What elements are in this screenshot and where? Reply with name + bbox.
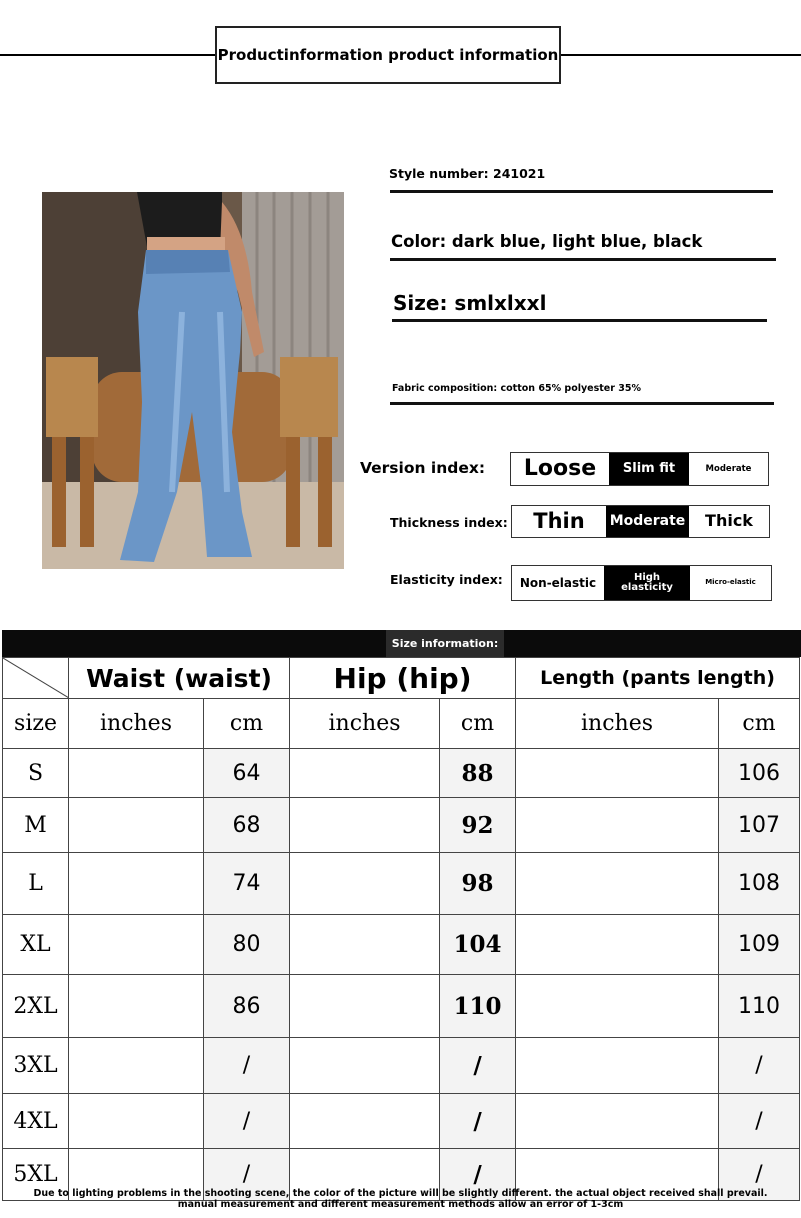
length-header: Length (pants length) <box>516 658 800 699</box>
waist-cm-cell: 74 <box>204 853 290 915</box>
hip-inches-header: inches <box>290 699 440 749</box>
waist-cm-cell: 86 <box>204 975 290 1038</box>
elasticity-index-label: Elasticity index: <box>390 572 503 587</box>
size-cell: S <box>3 749 69 798</box>
waist-inches-cell <box>69 975 204 1038</box>
disclaimer-line-1: Due to lighting problems in the shooting scene, the color of the picture will be slightly different. the actual object received shall prevail. <box>33 1188 768 1199</box>
table-row <box>3 1038 800 1094</box>
waist-inches-cell <box>69 915 204 975</box>
thickness-option-thin: Thin <box>533 509 585 534</box>
hip-cm-cell: / <box>440 1094 516 1149</box>
waist-cm-cell: 80 <box>204 915 290 975</box>
length-cm-cell: 106 <box>719 749 800 798</box>
length-inches-cell <box>516 798 719 853</box>
hip-cm-cell: 104 <box>440 915 516 975</box>
waist-cm-cell: 64 <box>204 749 290 798</box>
waist-inches-header: inches <box>69 699 204 749</box>
length-inches-cell <box>516 975 719 1038</box>
hip-inches-cell <box>290 798 440 853</box>
elasticity-option-non-elastic: Non-elastic <box>519 575 597 590</box>
product-photo <box>42 192 344 569</box>
version-option-loose: Loose <box>523 456 597 482</box>
waist-inches-cell <box>69 749 204 798</box>
hip-inches-cell <box>290 975 440 1038</box>
hip-inches-cell <box>290 1038 440 1094</box>
length-cm-cell: / <box>719 1038 800 1094</box>
table-row <box>3 975 800 1038</box>
table-row <box>3 853 800 915</box>
version-index-scale <box>510 452 769 486</box>
length-inches-cell <box>516 915 719 975</box>
waist-inches-cell <box>69 1094 204 1149</box>
thickness-option-moderate: Moderate <box>606 506 689 537</box>
elasticity-index-scale <box>511 565 772 601</box>
hip-header: Hip (hip) <box>290 658 516 699</box>
length-inches-cell <box>516 1038 719 1094</box>
hip-cm-cell: / <box>440 1038 516 1094</box>
waist-inches-cell <box>69 798 204 853</box>
table-row <box>3 749 800 798</box>
size-rule <box>392 319 767 322</box>
style-number-rule <box>390 190 773 193</box>
table-row <box>3 1094 800 1149</box>
thickness-index-label: Thickness index: <box>390 515 508 530</box>
hip-cm-cell: 110 <box>440 975 516 1038</box>
thickness-option-thick: Thick <box>705 511 753 531</box>
waist-header: Waist (waist) <box>69 658 290 699</box>
hip-cm-cell: / <box>440 1149 516 1201</box>
size-column-header: size <box>3 699 69 749</box>
length-cm-cell: 107 <box>719 798 800 853</box>
elasticity-option-high-elasticity: High elasticity <box>604 566 690 600</box>
hip-inches-cell <box>290 853 440 915</box>
length-cm-cell: / <box>719 1094 800 1149</box>
size-cell: 5XL <box>3 1149 69 1201</box>
header-rule-right <box>561 54 801 56</box>
waist-cm-cell: / <box>204 1038 290 1094</box>
size-cell: M <box>3 798 69 853</box>
waist-inches-cell <box>69 853 204 915</box>
fabric-line: Fabric composition: cotton 65% polyester 35% <box>392 383 641 394</box>
corner-cell <box>3 658 69 699</box>
color-line: Color: dark blue, light blue, black <box>391 232 703 251</box>
size-cell: 4XL <box>3 1094 69 1149</box>
elasticity-option-micro-elastic: Micro-elastic <box>705 578 756 587</box>
length-inches-cell <box>516 853 719 915</box>
header-rule-left <box>0 54 215 56</box>
length-cm-cell: 110 <box>719 975 800 1038</box>
length-inches-cell <box>516 749 719 798</box>
size-table-sub-header <box>3 699 800 749</box>
hip-cm-cell: 98 <box>440 853 516 915</box>
size-table <box>2 657 800 1201</box>
version-option-slim-fit: Slim fit <box>609 453 689 485</box>
hip-inches-cell <box>290 915 440 975</box>
hip-inches-cell <box>290 749 440 798</box>
size-cell: 3XL <box>3 1038 69 1094</box>
waist-inches-cell <box>69 1038 204 1094</box>
hip-cm-cell: 88 <box>440 749 516 798</box>
size-cell: XL <box>3 915 69 975</box>
disclaimer-line-2: manual measurement and different measurement methods allow an error of 1-3cm <box>177 1199 624 1210</box>
length-inches-cell <box>516 1094 719 1149</box>
page-title: Productinformation product information <box>215 26 561 84</box>
waist-cm-cell: 68 <box>204 798 290 853</box>
waist-cm-cell: / <box>204 1149 290 1201</box>
size-info-label: Size information: <box>386 630 504 657</box>
length-cm-cell: 109 <box>719 915 800 975</box>
length-inches-header: inches <box>516 699 719 749</box>
size-cell: L <box>3 853 69 915</box>
length-cm-header: cm <box>719 699 800 749</box>
table-row <box>3 798 800 853</box>
hip-cm-header: cm <box>440 699 516 749</box>
version-index-label: Version index: <box>360 459 486 477</box>
size-line: Size: smlxlxxl <box>393 291 547 315</box>
disclaimer <box>0 1188 801 1210</box>
length-cm-cell: 108 <box>719 853 800 915</box>
table-row <box>3 915 800 975</box>
length-cm-cell: / <box>719 1149 800 1201</box>
color-rule <box>390 258 776 261</box>
thickness-index-scale <box>511 505 770 538</box>
style-number: Style number: 241021 <box>389 166 546 181</box>
size-cell: 2XL <box>3 975 69 1038</box>
version-option-moderate: Moderate <box>705 463 752 474</box>
waist-cm-header: cm <box>204 699 290 749</box>
fabric-rule <box>390 402 774 405</box>
hip-inches-cell <box>290 1094 440 1149</box>
size-table-group-header <box>3 658 800 699</box>
hip-cm-cell: 92 <box>440 798 516 853</box>
waist-cm-cell: / <box>204 1094 290 1149</box>
size-info-banner <box>2 630 801 657</box>
